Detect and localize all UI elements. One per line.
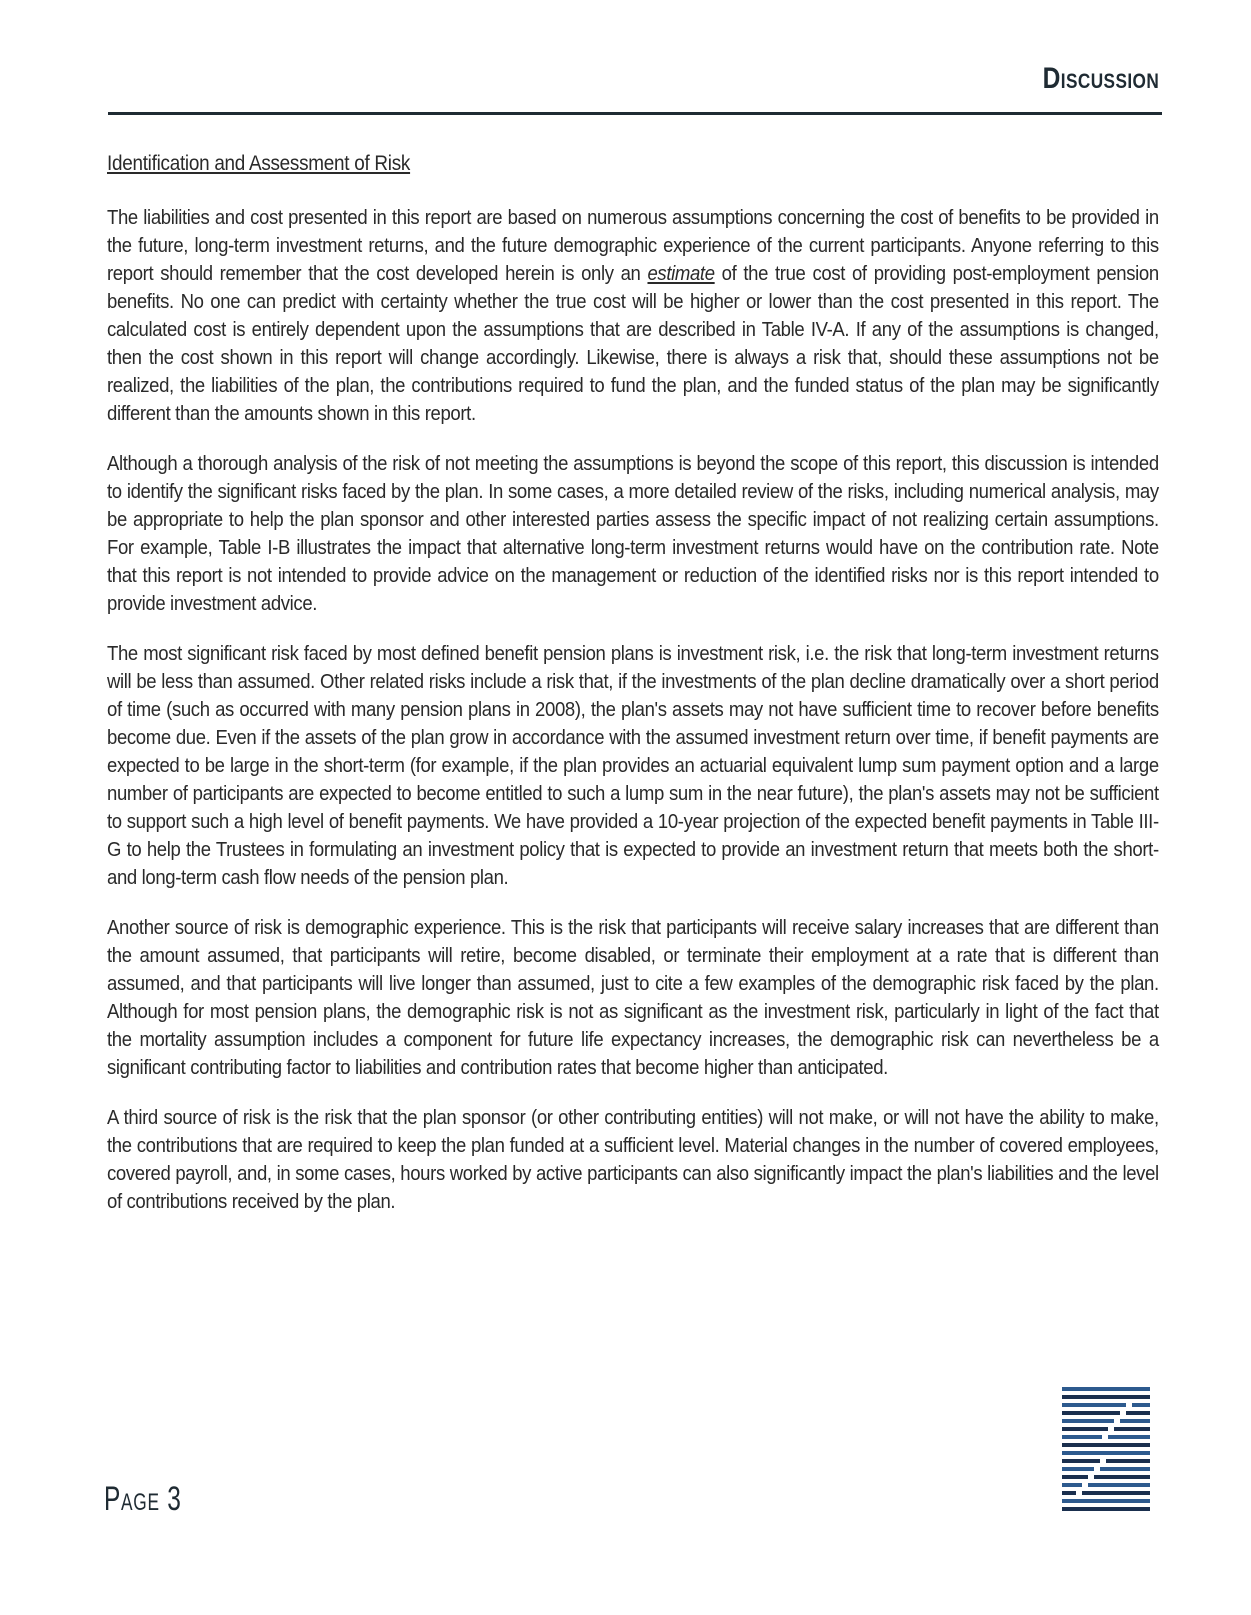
logo-stripe — [1062, 1443, 1150, 1447]
page-number: Page 3 — [104, 1480, 182, 1518]
logo-stripe — [1062, 1411, 1150, 1415]
logo-stripe-gap — [1108, 1426, 1114, 1432]
logo-stripe-gap — [1082, 1482, 1088, 1488]
logo-stripe — [1062, 1403, 1150, 1407]
paragraph-1-text-a: The liabilities and cost presented in this report are based on numerous assumptions concerning the cost of benefits to be provided in the future, long-term investment returns, and the future demographic experience of the current participants. Anyone referring to this report should remember that the cost developed herein is only an — [107, 206, 1159, 285]
logo-stripe-gap — [1076, 1490, 1082, 1496]
paragraph-1-emphasis: estimate — [647, 262, 715, 285]
logo-stripe — [1062, 1387, 1150, 1391]
logo-stripe — [1062, 1507, 1150, 1511]
main-content — [107, 152, 1157, 1238]
logo-stripe — [1062, 1483, 1150, 1487]
logo-stripe — [1062, 1419, 1150, 1423]
logo-stripe-gap — [1126, 1402, 1132, 1408]
logo-stripe — [1062, 1467, 1150, 1471]
paragraph-4: Another source of risk is demographic experience. This is the risk that participants will receive salary increases that are different than the amount assumed, that participants will retire, become disabled, or terminate their employment at a rate that is different than assumed, and that participants will live longer than assumed, just to cite a few examples of the demographic risk faced by the plan. Although for most pension plans, the demographic risk is not as significant as the investment risk, particularly in light of the fact that the mortality assumption includes a component for future life expectancy increases, the demographic risk can nevertheless be a significant contributing factor to liabilities and contribution rates that become higher than anticipated. — [107, 916, 1159, 1079]
logo-stripe — [1062, 1451, 1150, 1455]
logo-stripes — [1062, 1387, 1150, 1511]
logo-stripe-gap — [1114, 1418, 1120, 1424]
section-heading: Identification and Assessment of Risk — [107, 152, 411, 175]
paragraph-1 — [107, 204, 1159, 428]
logo-stripe-gap — [1088, 1474, 1094, 1480]
logo-stripe — [1062, 1427, 1150, 1431]
paragraph-2: Although a thorough analysis of the risk of not meeting the assumptions is beyond the scope of this report, this discussion is intended to identify the significant risks faced by the plan. In some cases, a more detailed review of the risks, including numerical analysis, may be appropriate to help the plan sponsor and other interested parties assess the specific impact of not realizing certain assumptions. For example, Table I-B illustrates the impact that alternative long-term investment returns would have on the contribution rate. Note that this report is not intended to provide advice on the management or reduction of the identified risks nor is this report intended to provide investment advice. — [107, 452, 1159, 615]
logo-stripe — [1062, 1475, 1150, 1479]
logo-stripe — [1062, 1499, 1150, 1503]
logo-stripe-gap — [1100, 1458, 1106, 1464]
paragraph-5: A third source of risk is the risk that the plan sponsor (or other contributing entities) will not make, or will not have the ability to make, the contributions that are required to keep the plan funded at a sufficient level. Material changes in the number of covered employees, covered payroll, and, in some cases, hours worked by active participants can also significantly impact the plan's liabilities and the level of contributions received by the plan. — [107, 1106, 1159, 1213]
logo-stripe-gap — [1102, 1434, 1108, 1440]
logo-stripe-gap — [1094, 1466, 1100, 1472]
section-header-title: Discussion — [1042, 62, 1159, 95]
header-divider — [108, 112, 1162, 115]
paragraph-3: The most significant risk faced by most defined benefit pension plans is investment risk, i.e. the risk that long-term investment returns will be less than assumed. Other related risks include a risk that, if the investments of the plan decline dramatically over a short period of time (such as occurred with many pension plans in 2008), the plan's assets may not have sufficient time to recover before benefits become due. Even if the assets of the plan grow in accordance with the assumed investment return over time, if benefit payments are expected to be large in the short-term (for example, if the plan provides an actuarial equivalent lump sum payment option and a large number of participants are expected to become entitled to such a lump sum in the near future), the plan's assets may not be sufficient to support such a high level of benefit payments. We have provided a 10-year projection of the expected benefit payments in Table III-G to help the Trustees in formulating an investment policy that is expected to provide an investment return that meets both the short- and long-term cash flow needs of the pension plan. — [107, 642, 1159, 889]
company-logo-icon — [1062, 1383, 1150, 1515]
logo-stripe — [1062, 1491, 1150, 1495]
logo-stripe — [1062, 1395, 1150, 1399]
logo-stripe-gap — [1120, 1410, 1126, 1416]
paragraph-1-text-b: of the true cost of providing post-employment pension benefits. No one can predict with certainty whether the true cost will be higher or lower than the cost presented in this report. The calculated cost is entirely dependent upon the assumptions that are described in Table IV-A. If any of the assumptions is changed, then the cost shown in this report will change accordingly. Likewise, there is always a risk that, should these assumptions not be realized, the liabilities of the plan, the contributions required to fund the plan, and the funded status of the plan may be significantly different than the amounts shown in this report. — [107, 262, 1159, 425]
